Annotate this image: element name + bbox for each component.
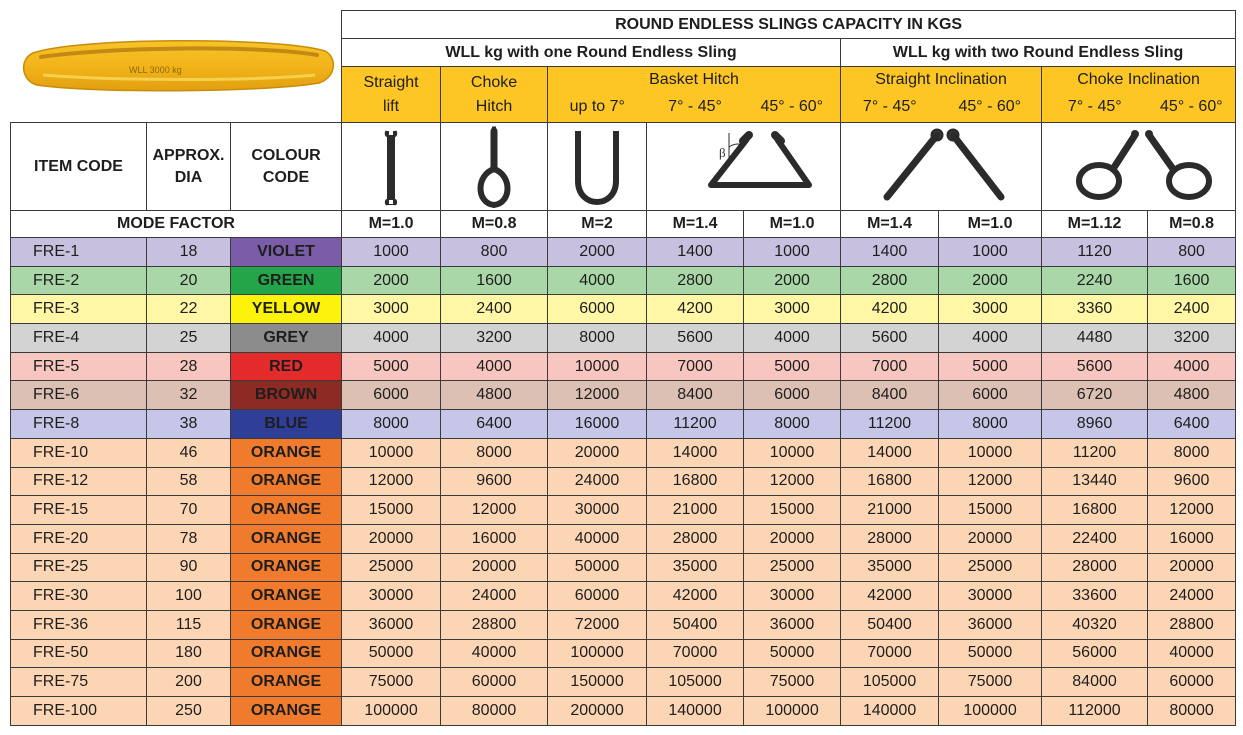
capacity-cell: 11200	[841, 410, 939, 439]
capacity-cell: 50000	[342, 639, 441, 668]
dia-cell: 180	[147, 639, 231, 668]
straight-lift-line1: Straight	[363, 73, 419, 91]
capacity-cell: 100000	[939, 697, 1042, 726]
item-code-cell: FRE-6	[11, 381, 147, 410]
capacity-cell: 1600	[1148, 266, 1236, 295]
capacity-cell: 25000	[342, 553, 441, 582]
capacity-cell: 33600	[1042, 582, 1148, 611]
capacity-cell: 84000	[1042, 668, 1148, 697]
item-code-cell: FRE-25	[11, 553, 147, 582]
capacity-cell: 7000	[841, 352, 939, 381]
capacity-cell: 1600	[441, 266, 548, 295]
capacity-cell: 9600	[441, 467, 548, 496]
capacity-cell: 6720	[1042, 381, 1148, 410]
choke-hitch-diagram	[441, 123, 548, 211]
capacity-cell: 16000	[441, 524, 548, 553]
capacity-cell: 2800	[647, 266, 744, 295]
dia-cell: 28	[147, 352, 231, 381]
capacity-cell: 8000	[342, 410, 441, 439]
basket-hitch-inclined-icon	[659, 125, 829, 209]
capacity-cell: 800	[1148, 238, 1236, 267]
capacity-cell: 40000	[441, 639, 548, 668]
colour-code-cell: ORANGE	[231, 582, 342, 611]
capacity-cell: 80000	[1148, 697, 1236, 726]
capacity-cell: 50400	[841, 610, 939, 639]
item-code-cell: FRE-15	[11, 496, 147, 525]
colour-code-cell: YELLOW	[231, 295, 342, 324]
choke-hitch-header	[441, 67, 548, 123]
capacity-sheet	[10, 10, 1235, 725]
angle-choke-45-60: 45° - 60°	[1148, 93, 1236, 123]
dia-cell: 22	[147, 295, 231, 324]
capacity-cell: 50400	[647, 610, 744, 639]
capacity-cell: 9600	[1148, 467, 1236, 496]
colour-code-cell: BROWN	[231, 381, 342, 410]
approx-dia-header	[147, 123, 231, 211]
capacity-cell: 6000	[548, 295, 647, 324]
capacity-cell: 150000	[548, 668, 647, 697]
capacity-cell: 2000	[548, 238, 647, 267]
capacity-cell: 36000	[342, 610, 441, 639]
two-slings-header: WLL kg with two Round Endless Sling	[841, 39, 1236, 67]
straight-inclination-header: Straight Inclination	[841, 67, 1042, 93]
capacity-cell: 4000	[1148, 352, 1236, 381]
item-code-cell: FRE-30	[11, 582, 147, 611]
table-row	[11, 295, 1236, 324]
mode-factor-value: M=1.0	[939, 211, 1042, 238]
capacity-cell: 8000	[744, 410, 841, 439]
capacity-cell: 1120	[1042, 238, 1148, 267]
capacity-cell: 15000	[939, 496, 1042, 525]
capacity-cell: 12000	[1148, 496, 1236, 525]
capacity-cell: 30000	[548, 496, 647, 525]
capacity-cell: 4200	[647, 295, 744, 324]
capacity-cell: 800	[441, 238, 548, 267]
capacity-cell: 8000	[939, 410, 1042, 439]
capacity-cell: 15000	[744, 496, 841, 525]
table-row	[11, 352, 1236, 381]
capacity-cell: 12000	[939, 467, 1042, 496]
item-code-cell: FRE-10	[11, 438, 147, 467]
capacity-cell: 10000	[342, 438, 441, 467]
capacity-cell: 8400	[841, 381, 939, 410]
capacity-cell: 5000	[342, 352, 441, 381]
capacity-cell: 1000	[939, 238, 1042, 267]
capacity-cell: 1000	[744, 238, 841, 267]
capacity-cell: 4000	[342, 324, 441, 353]
colour-code-cell: VIOLET	[231, 238, 342, 267]
item-code-cell: FRE-36	[11, 610, 147, 639]
dia-cell: 58	[147, 467, 231, 496]
capacity-cell: 16000	[548, 410, 647, 439]
colour-code-cell: GREEN	[231, 266, 342, 295]
capacity-cell: 5600	[1042, 352, 1148, 381]
sling-label-text: WLL 3000 kg	[128, 64, 182, 75]
capacity-cell: 10000	[939, 438, 1042, 467]
colour-code-line1: COLOUR	[251, 146, 321, 164]
capacity-cell: 112000	[1042, 697, 1148, 726]
capacity-cell: 4800	[441, 381, 548, 410]
capacity-cell: 2400	[1148, 295, 1236, 324]
capacity-cell: 10000	[548, 352, 647, 381]
capacity-cell: 28800	[1148, 610, 1236, 639]
table-row	[11, 582, 1236, 611]
basket-hitch-vertical-icon	[562, 125, 632, 209]
capacity-cell: 8000	[548, 324, 647, 353]
table-row	[11, 639, 1236, 668]
capacity-cell: 2000	[939, 266, 1042, 295]
one-sling-header: WLL kg with one Round Endless Sling	[342, 39, 841, 67]
table-row	[11, 668, 1236, 697]
angle-straight-45-60: 45° - 60°	[939, 93, 1042, 123]
item-code-cell: FRE-3	[11, 295, 147, 324]
table-row	[11, 610, 1236, 639]
capacity-cell: 40000	[548, 524, 647, 553]
capacity-cell: 16800	[647, 467, 744, 496]
capacity-cell: 15000	[342, 496, 441, 525]
table-row	[11, 410, 1236, 439]
capacity-cell: 8000	[1148, 438, 1236, 467]
capacity-cell: 11200	[647, 410, 744, 439]
colour-code-cell: ORANGE	[231, 524, 342, 553]
capacity-table	[10, 10, 1236, 726]
capacity-cell: 25000	[939, 553, 1042, 582]
capacity-cell: 3200	[1148, 324, 1236, 353]
colour-code-cell: ORANGE	[231, 697, 342, 726]
capacity-cell: 140000	[647, 697, 744, 726]
table-title: ROUND ENDLESS SLINGS CAPACITY IN KGS	[342, 11, 1236, 39]
capacity-cell: 105000	[647, 668, 744, 697]
table-row	[11, 266, 1236, 295]
capacity-cell: 2400	[441, 295, 548, 324]
mode-factor-value: M=1.0	[342, 211, 441, 238]
colour-code-cell: ORANGE	[231, 496, 342, 525]
item-code-cell: FRE-75	[11, 668, 147, 697]
dia-cell: 46	[147, 438, 231, 467]
choke-inclination-diagram	[1042, 123, 1236, 211]
capacity-cell: 16000	[1148, 524, 1236, 553]
capacity-cell: 3000	[939, 295, 1042, 324]
capacity-cell: 20000	[1148, 553, 1236, 582]
capacity-cell: 6400	[441, 410, 548, 439]
dia-cell: 32	[147, 381, 231, 410]
table-row	[11, 324, 1236, 353]
colour-code-cell: RED	[231, 352, 342, 381]
item-code-cell: FRE-4	[11, 324, 147, 353]
capacity-cell: 1400	[841, 238, 939, 267]
mode-factor-value: M=1.4	[647, 211, 744, 238]
capacity-cell: 2000	[342, 266, 441, 295]
capacity-cell: 50000	[548, 553, 647, 582]
capacity-cell: 50000	[939, 639, 1042, 668]
capacity-cell: 8400	[647, 381, 744, 410]
colour-code-cell: GREY	[231, 324, 342, 353]
choke-hitch-line1: Choke	[470, 73, 518, 91]
capacity-cell: 20000	[939, 524, 1042, 553]
capacity-cell: 4800	[1148, 381, 1236, 410]
basket-up-to-7-diagram	[548, 123, 647, 211]
capacity-cell: 24000	[1148, 582, 1236, 611]
capacity-cell: 7000	[647, 352, 744, 381]
capacity-cell: 12000	[342, 467, 441, 496]
capacity-cell: 28800	[441, 610, 548, 639]
capacity-cell: 30000	[939, 582, 1042, 611]
capacity-cell: 6000	[939, 381, 1042, 410]
item-code-cell: FRE-5	[11, 352, 147, 381]
colour-code-header	[231, 123, 342, 211]
capacity-cell: 16800	[1042, 496, 1148, 525]
straight-inclination-diagram	[841, 123, 1042, 211]
colour-code-cell: ORANGE	[231, 610, 342, 639]
capacity-cell: 1000	[342, 238, 441, 267]
capacity-cell: 35000	[647, 553, 744, 582]
dia-cell: 20	[147, 266, 231, 295]
approx-dia-line1: APPROX.	[152, 146, 225, 164]
sling-photo-cell	[11, 11, 342, 123]
capacity-cell: 10000	[744, 438, 841, 467]
capacity-cell: 4000	[441, 352, 548, 381]
mode-factor-value: M=1.0	[744, 211, 841, 238]
mode-factor-value: M=1.12	[1042, 211, 1148, 238]
dia-cell: 25	[147, 324, 231, 353]
capacity-cell: 28000	[841, 524, 939, 553]
capacity-cell: 100000	[342, 697, 441, 726]
table-row	[11, 238, 1236, 267]
capacity-cell: 12000	[441, 496, 548, 525]
basket-inclined-diagram	[647, 123, 841, 211]
capacity-cell: 35000	[841, 553, 939, 582]
capacity-cell: 8960	[1042, 410, 1148, 439]
capacity-cell: 5000	[939, 352, 1042, 381]
capacity-cell: 25000	[744, 553, 841, 582]
choke-inclination-icon	[1049, 125, 1229, 209]
capacity-cell: 13440	[1042, 467, 1148, 496]
dia-cell: 200	[147, 668, 231, 697]
straight-lift-icon	[371, 125, 411, 209]
capacity-cell: 50000	[744, 639, 841, 668]
table-row	[11, 467, 1236, 496]
dia-cell: 90	[147, 553, 231, 582]
capacity-cell: 36000	[939, 610, 1042, 639]
capacity-cell: 80000	[441, 697, 548, 726]
colour-code-cell: ORANGE	[231, 553, 342, 582]
capacity-cell: 4000	[939, 324, 1042, 353]
capacity-cell: 3360	[1042, 295, 1148, 324]
choke-hitch-line2: Hitch	[475, 97, 513, 115]
capacity-cell: 3000	[342, 295, 441, 324]
dia-cell: 18	[147, 238, 231, 267]
choke-inclination-header: Choke Inclination	[1042, 67, 1236, 93]
capacity-cell: 36000	[744, 610, 841, 639]
dia-cell: 78	[147, 524, 231, 553]
capacity-cell: 20000	[441, 553, 548, 582]
capacity-cell: 14000	[647, 438, 744, 467]
capacity-cell: 70000	[647, 639, 744, 668]
capacity-cell: 11200	[1042, 438, 1148, 467]
mode-factor-value: M=2	[548, 211, 647, 238]
capacity-cell: 42000	[841, 582, 939, 611]
capacity-cell: 6000	[744, 381, 841, 410]
dia-cell: 70	[147, 496, 231, 525]
item-code-header: ITEM CODE	[11, 123, 147, 211]
table-row	[11, 496, 1236, 525]
capacity-cell: 12000	[548, 381, 647, 410]
round-sling-image	[19, 35, 337, 93]
capacity-cell: 140000	[841, 697, 939, 726]
capacity-cell: 28000	[647, 524, 744, 553]
table-row	[11, 438, 1236, 467]
colour-code-cell: ORANGE	[231, 639, 342, 668]
angle-basket-45-60: 45° - 60°	[744, 93, 841, 123]
capacity-cell: 3000	[744, 295, 841, 324]
item-code-cell: FRE-50	[11, 639, 147, 668]
capacity-cell: 5000	[744, 352, 841, 381]
item-code-cell: FRE-100	[11, 697, 147, 726]
straight-inclination-icon	[841, 125, 1041, 209]
mode-factor-row	[11, 211, 1236, 238]
capacity-cell: 20000	[744, 524, 841, 553]
capacity-cell: 2240	[1042, 266, 1148, 295]
capacity-cell: 40320	[1042, 610, 1148, 639]
capacity-cell: 8000	[441, 438, 548, 467]
mode-factor-label: MODE FACTOR	[11, 211, 342, 238]
capacity-cell: 24000	[548, 467, 647, 496]
capacity-cell: 6400	[1148, 410, 1236, 439]
capacity-cell: 60000	[1148, 668, 1236, 697]
capacity-cell: 4000	[744, 324, 841, 353]
capacity-cell: 60000	[548, 582, 647, 611]
dia-cell: 100	[147, 582, 231, 611]
capacity-cell: 2000	[744, 266, 841, 295]
capacity-cell: 75000	[342, 668, 441, 697]
basket-hitch-header: Basket Hitch	[548, 67, 841, 93]
capacity-cell: 6000	[342, 381, 441, 410]
capacity-cell: 105000	[841, 668, 939, 697]
capacity-cell: 22400	[1042, 524, 1148, 553]
capacity-cell: 40000	[1148, 639, 1236, 668]
table-row	[11, 381, 1236, 410]
colour-code-line2: CODE	[262, 168, 310, 186]
item-code-cell: FRE-20	[11, 524, 147, 553]
colour-code-cell: BLUE	[231, 410, 342, 439]
capacity-cell: 60000	[441, 668, 548, 697]
capacity-cell: 20000	[342, 524, 441, 553]
choke-hitch-icon	[464, 125, 524, 209]
capacity-cell: 28000	[1042, 553, 1148, 582]
straight-lift-header	[342, 67, 441, 123]
capacity-cell: 5600	[841, 324, 939, 353]
table-row	[11, 524, 1236, 553]
beta-symbol: β	[718, 144, 726, 160]
mode-factor-value: M=0.8	[1148, 211, 1236, 238]
mode-factor-value: M=1.4	[841, 211, 939, 238]
capacity-cell: 20000	[548, 438, 647, 467]
capacity-cell: 75000	[939, 668, 1042, 697]
capacity-cell: 21000	[647, 496, 744, 525]
capacity-cell: 12000	[744, 467, 841, 496]
straight-lift-diagram	[342, 123, 441, 211]
item-code-cell: FRE-1	[11, 238, 147, 267]
capacity-cell: 42000	[647, 582, 744, 611]
capacity-cell: 2800	[841, 266, 939, 295]
angle-straight-7-45: 7° - 45°	[841, 93, 939, 123]
mode-factor-value: M=0.8	[441, 211, 548, 238]
colour-code-cell: ORANGE	[231, 467, 342, 496]
capacity-cell: 30000	[744, 582, 841, 611]
approx-dia-line2: DIA	[174, 168, 203, 186]
table-row	[11, 553, 1236, 582]
table-row	[11, 697, 1236, 726]
capacity-cell: 3200	[441, 324, 548, 353]
straight-lift-line2: lift	[383, 97, 400, 115]
capacity-cell: 4200	[841, 295, 939, 324]
angle-basket-7-45: 7° - 45°	[647, 93, 744, 123]
capacity-cell: 4480	[1042, 324, 1148, 353]
item-code-cell: FRE-2	[11, 266, 147, 295]
capacity-cell: 200000	[548, 697, 647, 726]
capacity-cell: 75000	[744, 668, 841, 697]
capacity-cell: 16800	[841, 467, 939, 496]
colour-code-cell: ORANGE	[231, 668, 342, 697]
capacity-cell: 21000	[841, 496, 939, 525]
dia-cell: 38	[147, 410, 231, 439]
angle-choke-7-45: 7° - 45°	[1042, 93, 1148, 123]
dia-cell: 115	[147, 610, 231, 639]
capacity-cell: 100000	[548, 639, 647, 668]
colour-code-cell: ORANGE	[231, 438, 342, 467]
capacity-cell: 14000	[841, 438, 939, 467]
capacity-cell: 72000	[548, 610, 647, 639]
capacity-cell: 5600	[647, 324, 744, 353]
capacity-cell: 24000	[441, 582, 548, 611]
capacity-cell: 100000	[744, 697, 841, 726]
capacity-cell: 56000	[1042, 639, 1148, 668]
capacity-cell: 4000	[548, 266, 647, 295]
capacity-cell: 1400	[647, 238, 744, 267]
dia-cell: 250	[147, 697, 231, 726]
capacity-cell: 30000	[342, 582, 441, 611]
item-code-cell: FRE-12	[11, 467, 147, 496]
capacity-cell: 70000	[841, 639, 939, 668]
angle-basket-up-to-7: up to 7°	[548, 93, 647, 123]
item-code-cell: FRE-8	[11, 410, 147, 439]
